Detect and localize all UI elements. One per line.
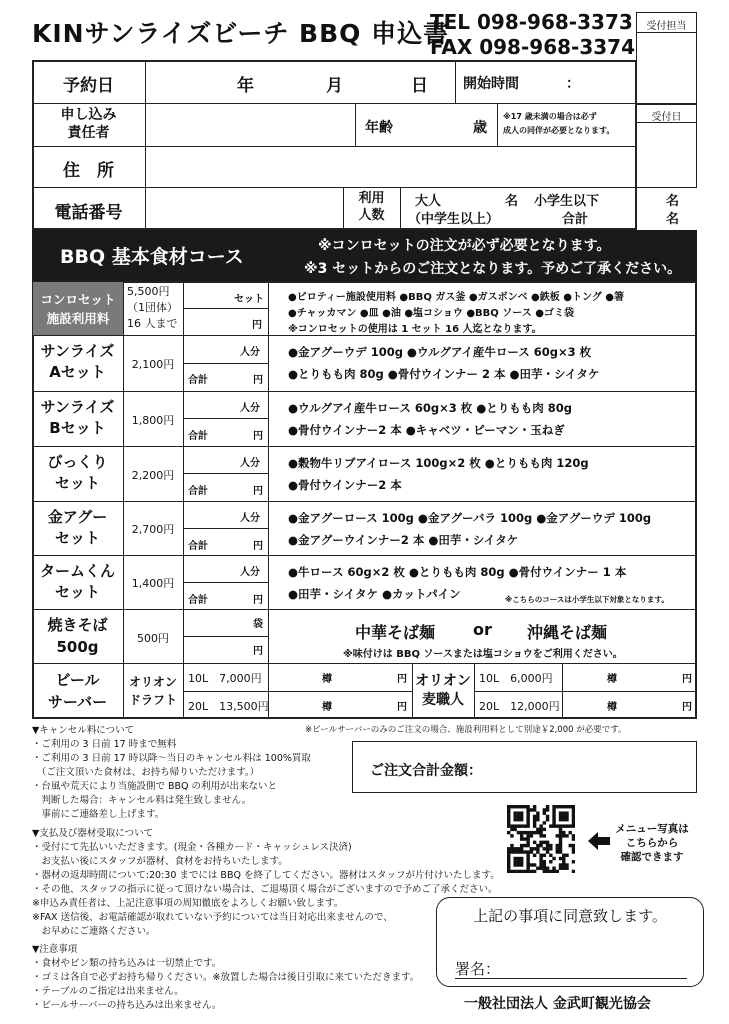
mugi-20l-taru: 樽 [607,702,617,713]
day-label: 日 [411,76,428,96]
agreement-text: 上記の事項に同意致します。 [473,907,667,925]
num-people-label: 利用 人数 [358,191,385,223]
note-line: ・受付にて先払いいただきます。(現金・各種カード・キャッシュレス決済) [32,842,352,853]
set-items-line-1: ●金アグーウデ 100g ●ウルグアイ産牛ロース 60g×3 枚 [288,345,592,359]
set-unit-people: 人分 [240,513,260,524]
note-line: お支払い後にスタッフが器材、食材をお持ちいたします。 [32,856,288,867]
form-title: KINサンライズビーチ BBQ 申込書 [32,19,450,48]
menu-photo-note: メニュー写真は こちらから 確認できます [615,823,689,863]
set-items-line-2: ●田芋・シイタケ ●カットパイン [288,587,461,601]
note-line: ・台風や荒天により当施設側で BBQ の利用が出来ないと [32,781,278,792]
set-unit-people: 人分 [240,347,260,358]
set-name: サンライズ Aセット [40,342,115,381]
qr-code-icon[interactable] [507,805,575,873]
draft-20l-yen: 円 [397,702,407,713]
set-items-line-1: ●牛ロース 60g×2 枚 ●とりもも肉 80g ●骨付ウインナー 1 本 [288,565,627,579]
konro-unit-set: セット [234,294,264,305]
note-line: ・食材やビン類の持ち込みは一切禁止です。 [32,958,222,969]
note-line: ※申込み責任者は、上記注意事項の周知徹底をよろしくお願い致します。 [32,898,344,909]
total-name-unit: 名 [666,212,680,227]
mugi-10l-yen: 円 [682,674,692,685]
note-line: ・器材の返却時間について:20:30 までには BBQ を終了してください。器材はスタッフが片付けいたします。 [32,870,500,881]
set-unit-total: 合計 [188,595,208,606]
note-line: ・ゴミは各自で必ずお持ち帰りください。※放置した場合は後日引取に来ていただきます。 [32,972,420,983]
cancel-section [32,724,311,822]
yakisoba-note: ※味付けは BBQ ソースまたは塩コショウをご利用ください。 [343,649,623,660]
phone-label: 電話番号 [54,203,123,223]
signature-label: 署名： [455,960,501,978]
reservation-date-label: 予約日 [63,76,114,96]
course-title: BBQ 基本食材コース [60,246,244,268]
month-label: 月 [326,76,343,96]
set-unit-yen: 円 [253,375,263,386]
cancel-title: ▼キャンセル料について [32,725,135,736]
note-line: ・テーブルのご指定は出来ません。 [32,986,184,997]
total-label: 合計 [562,212,589,227]
set-name: タームくん セット [39,562,115,601]
konro-items-1: ●ビロティー施設使用料 ●BBQ ガス釜 ●ガスボンベ ●鉄板 ●トング ●箸 [288,292,624,303]
caution-section [32,943,419,1013]
konro-set-name: コンロセット 施設利用料 [40,292,116,326]
note-line: ・その他、スタッフの指示に従って頂けない場合は、ご退場頂く場合がございますので予めご了承ください。 [32,884,498,895]
set-unit-total: 合計 [188,486,208,497]
staff-label: 受付担当 [646,21,687,32]
set-price: 2,700円 [131,523,175,536]
payment-section [32,827,500,939]
set-price: 1,800円 [131,413,175,427]
set-items-line-1: ●金アグーロース 100g ●金アグーバラ 100g ●金アグーウデ 100g [288,511,652,525]
course-note-1: ※コンロセットの注文が必ず必要となります。 [318,238,611,254]
set-items-line-2: ●とりもも肉 80g ●骨付ウインナー 2 本 ●田芋・シイタケ [288,367,600,381]
child-name-unit: 名 [666,194,680,209]
payment-title: ▼支払及び器材受取について [32,828,154,839]
draft-20l: 20L 13,500円 [188,700,269,713]
orion-draft-label: オリオン ドラフト [128,675,177,707]
year-label: 年 [237,76,254,96]
child-label: 小学生以下 [534,194,600,209]
tel-number: TEL 098-968-3373 [430,10,633,34]
adult-label: 大人 [415,194,442,209]
yakisoba-choice-chuka: 中華そば麺 [355,623,436,642]
set-unit-yen: 円 [253,431,263,442]
set-price: 1,400円 [131,577,175,590]
konro-items-3: ※コンロセットの使用は 1 セット 16 人迄となります。 [288,324,542,335]
draft-20l-taru: 樽 [322,702,332,713]
set-items-line-2: ●骨付ウインナー2 本 [288,478,402,492]
yakisoba-unit-bag: 袋 [253,619,263,630]
draft-10l: 10L 7,000円 [188,672,262,685]
note-line: 事前にご連絡差し上げます。 [32,809,165,820]
age-label: 年齢 [365,120,393,136]
draft-10l-taru: 樽 [322,674,332,685]
note-line: ・ご利用の 3 日前 17 時以降～当日のキャンセル料は 100%買取 [32,753,311,764]
mugi-20l-yen: 円 [682,702,692,713]
note-line: ・ビールサーバーの持ち込みは出来ません。 [32,1000,222,1011]
mugi-10l-taru: 樽 [607,674,617,685]
set-unit-yen: 円 [253,541,263,552]
set-unit-people: 人分 [240,458,260,469]
set-unit-yen: 円 [253,595,263,606]
course-note-2: ※3 セットからのご注文となります。予めご了承ください。 [304,261,682,277]
signature-line [455,978,687,979]
note-line: お早めにご連絡ください。 [32,926,156,937]
set-price: 2,200円 [131,468,175,482]
mugi-10l: 10L 6,000円 [479,672,553,685]
organization-name: 一般社団法人 金武町観光協会 [464,996,651,1012]
yakisoba-choice-okinawa: 沖縄そば麺 [527,623,608,642]
set-name: びっくり セット [47,453,108,492]
set-price: 2,100円 [131,358,175,371]
yakisoba-price: 500円 [137,632,169,645]
applicant-label: 申し込み 責任者 [60,107,117,141]
note-line: ・ご利用の 3 日前 17 時まで無料 [32,739,177,750]
note-line: 判断した場合：キャンセル料は発生致しません。 [32,795,252,806]
set-items-line-2: ●金アグーウインナー2 本 ●田芋・シイタケ [288,533,519,547]
beer-server-name: ビール サーバー [47,671,108,711]
start-time-label: 開始時間 [463,76,519,92]
set-name: 金アグー セット [47,508,108,547]
konro-items-2: ●チャッカマン ●皿 ●油 ●塩コショウ ●BBQ ソース ●ゴミ袋 [288,308,574,319]
konro-unit-yen: 円 [252,320,262,331]
draft-10l-yen: 円 [397,674,407,685]
orion-mugi-label: オリオン 麦職人 [415,673,471,708]
set-unit-total: 合計 [188,375,208,386]
note-line: ※FAX 送信後、お電話確認が取れていない予約については当日対応出来ませんので、 [32,912,393,923]
set-unit-yen: 円 [253,486,263,497]
set-unit-people: 人分 [240,567,260,578]
set-items-line-1: ●ウルグアイ産牛ロース 60g×3 枚 ●とりもも肉 80g [288,401,573,415]
beer-only-note: ※ビールサーバーのみのご注文の場合、施設利用料として別途￥2,000 が必要です。 [305,725,627,735]
adult-name-unit: 名 [505,194,519,209]
adult-sub-label: （中学生以上） [408,212,500,227]
received-date-label: 受付日 [651,112,682,123]
order-total-label: ご注文合計金額： [370,763,482,779]
yakisoba-name: 焼きそば 500g [47,616,108,656]
mugi-20l: 20L 12,000円 [479,700,560,713]
set-items-line-1: ●穀物牛リブアイロース 100g×2 枚 ●とりもも肉 120g [288,456,589,470]
start-time-colon: ： [566,76,580,92]
set-unit-total: 合計 [188,431,208,442]
minor-note: ※17 歳未満の場合は必ず 成人の同伴が必要となります。 [503,112,615,135]
caution-title: ▼注意事項 [32,944,78,955]
yakisoba-or: or [473,620,492,639]
fax-number: FAX 098-968-3374 [430,35,635,59]
konro-price: 5,500円 （1団体） 16 人まで [127,285,178,330]
note-line: （ご注文頂いた食材は、お持ち帰りいただけます。） [32,767,260,778]
set-unit-people: 人分 [240,403,260,414]
set-items-line-2: ●骨付ウインナー2 本 ●キャベツ・ピーマン・玉ねぎ [288,423,565,437]
set-name: サンライズ Bセット [40,398,115,437]
age-unit: 歳 [473,120,487,136]
yakisoba-unit-yen: 円 [253,646,263,657]
set-unit-total: 合計 [188,541,208,552]
address-label: 住 所 [63,161,114,181]
set-note: ※こちらのコースは小学生以下対象となります。 [505,595,669,604]
